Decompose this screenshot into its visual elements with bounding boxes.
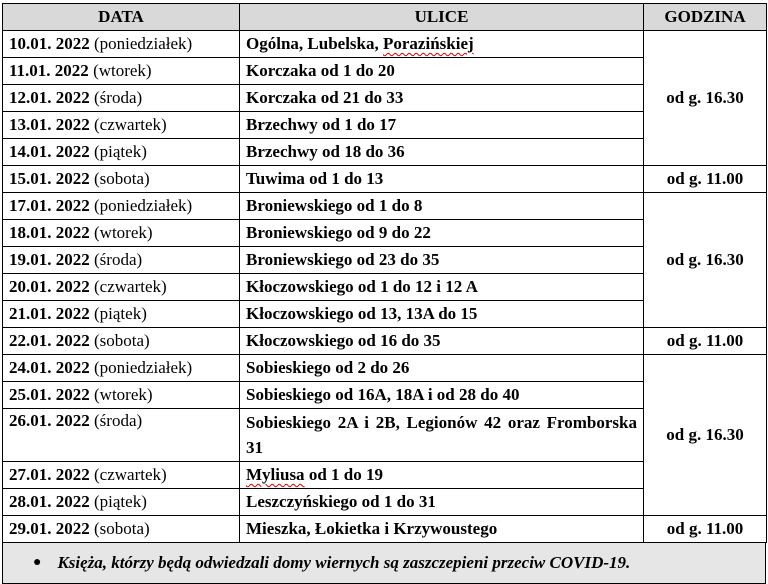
schedule-table xyxy=(2,3,767,543)
vaccination-note xyxy=(2,543,766,584)
date-cell xyxy=(3,58,240,85)
date-value: 17.01. 2022 xyxy=(9,196,90,215)
day-name: (sobota) xyxy=(94,169,150,188)
date-value: 22.01. 2022 xyxy=(9,331,90,350)
bullet-icon: ● xyxy=(33,555,42,570)
date-cell xyxy=(3,112,240,139)
day-name: (piątek) xyxy=(94,304,147,323)
streets-cell: Korczaka od 21 do 33 xyxy=(240,85,644,112)
date-cell xyxy=(3,139,240,166)
hour-cell: od g. 11.00 xyxy=(644,328,767,355)
date-cell xyxy=(3,355,240,382)
streets-cell: Sobieskiego od 16A, 18A i od 28 do 40 xyxy=(240,382,644,409)
day-name: (wtorek) xyxy=(94,223,153,242)
header-hour: GODZINA xyxy=(644,4,767,31)
date-cell xyxy=(3,301,240,328)
date-value: 13.01. 2022 xyxy=(9,115,90,134)
header-row xyxy=(3,4,767,31)
date-value: 21.01. 2022 xyxy=(9,304,90,323)
table-row xyxy=(3,193,767,220)
date-value: 19.01. 2022 xyxy=(9,250,90,269)
hour-cell: od g. 16.30 xyxy=(644,193,767,328)
hour-cell: od g. 16.30 xyxy=(644,31,767,166)
date-value: 18.01. 2022 xyxy=(9,223,90,242)
day-name: (piątek) xyxy=(94,142,147,161)
day-name: (środa) xyxy=(94,250,143,269)
day-name: (poniedziałek) xyxy=(94,196,193,215)
streets-cell xyxy=(240,462,644,489)
day-name: (czwartek) xyxy=(94,465,167,484)
table-row xyxy=(3,355,767,382)
streets-cell: Broniewskiego od 1 do 8 xyxy=(240,193,644,220)
date-value: 15.01. 2022 xyxy=(9,169,90,188)
streets-cell: Sobieskiego 2A i 2B, Legionów 42 oraz Fromborska 31 xyxy=(240,409,644,462)
streets-cell: Broniewskiego od 23 do 35 xyxy=(240,247,644,274)
date-cell xyxy=(3,193,240,220)
hour-cell: od g. 11.00 xyxy=(644,516,767,543)
date-value: 29.01. 2022 xyxy=(9,519,90,538)
date-value: 26.01. 2022 xyxy=(9,411,90,430)
day-name: (poniedziałek) xyxy=(94,358,193,377)
date-cell xyxy=(3,409,240,462)
streets-cell: Kłoczowskiego od 16 do 35 xyxy=(240,328,644,355)
streets-cell: Kłoczowskiego od 13, 13A do 15 xyxy=(240,301,644,328)
date-cell xyxy=(3,462,240,489)
date-value: 12.01. 2022 xyxy=(9,88,90,107)
day-name: (wtorek) xyxy=(93,61,152,80)
day-name: (poniedziałek) xyxy=(94,34,193,53)
date-value: 25.01. 2022 xyxy=(9,385,90,404)
table-row xyxy=(3,516,767,543)
day-name: (sobota) xyxy=(94,519,150,538)
date-value: 24.01. 2022 xyxy=(9,358,90,377)
date-cell xyxy=(3,382,240,409)
table-row xyxy=(3,31,767,58)
streets-cell: Leszczyńskiego od 1 do 31 xyxy=(240,489,644,516)
streets-cell: Brzechwy od 1 do 17 xyxy=(240,112,644,139)
date-cell xyxy=(3,85,240,112)
streets-value-spellcheck: Porazińskiej xyxy=(383,34,474,53)
day-name: (wtorek) xyxy=(94,385,153,404)
date-value: 11.01. 2022 xyxy=(9,61,89,80)
header-streets: ULICE xyxy=(240,4,644,31)
day-name: (piątek) xyxy=(94,492,147,511)
date-value: 28.01. 2022 xyxy=(9,492,90,511)
day-name: (czwartek) xyxy=(94,115,167,134)
streets-cell: Broniewskiego od 9 do 22 xyxy=(240,220,644,247)
note-text: Księża, którzy będą odwiedzali domy wiernych są zaszczepieni przeciw COVID-19. xyxy=(57,553,631,572)
streets-cell: Sobieskiego od 2 do 26 xyxy=(240,355,644,382)
date-cell xyxy=(3,247,240,274)
date-cell xyxy=(3,220,240,247)
streets-value-spellcheck: Myliusa xyxy=(246,465,305,484)
date-cell xyxy=(3,328,240,355)
streets-cell: Tuwima od 1 do 13 xyxy=(240,166,644,193)
header-date: DATA xyxy=(3,4,240,31)
date-cell xyxy=(3,166,240,193)
schedule-document xyxy=(2,3,766,584)
table-row xyxy=(3,328,767,355)
date-cell xyxy=(3,274,240,301)
hour-cell: od g. 16.30 xyxy=(644,355,767,516)
date-cell xyxy=(3,516,240,543)
date-value: 14.01. 2022 xyxy=(9,142,90,161)
hour-cell: od g. 11.00 xyxy=(644,166,767,193)
date-value: 20.01. 2022 xyxy=(9,277,90,296)
day-name: (sobota) xyxy=(94,331,150,350)
day-name: (środa) xyxy=(94,88,143,107)
day-name: (czwartek) xyxy=(94,277,167,296)
streets-value: Ogólna, Lubelska, xyxy=(246,34,383,53)
day-name: (środa) xyxy=(94,411,143,430)
streets-cell: Korczaka od 1 do 20 xyxy=(240,58,644,85)
streets-value: od 1 do 19 xyxy=(304,465,383,484)
date-cell xyxy=(3,31,240,58)
date-value: 10.01. 2022 xyxy=(9,34,90,53)
streets-cell: Mieszka, Łokietka i Krzywoustego xyxy=(240,516,644,543)
date-value: 27.01. 2022 xyxy=(9,465,90,484)
streets-cell xyxy=(240,31,644,58)
streets-cell: Kłoczowskiego od 1 do 12 i 12 A xyxy=(240,274,644,301)
date-cell xyxy=(3,489,240,516)
streets-cell: Brzechwy od 18 do 36 xyxy=(240,139,644,166)
table-row xyxy=(3,166,767,193)
